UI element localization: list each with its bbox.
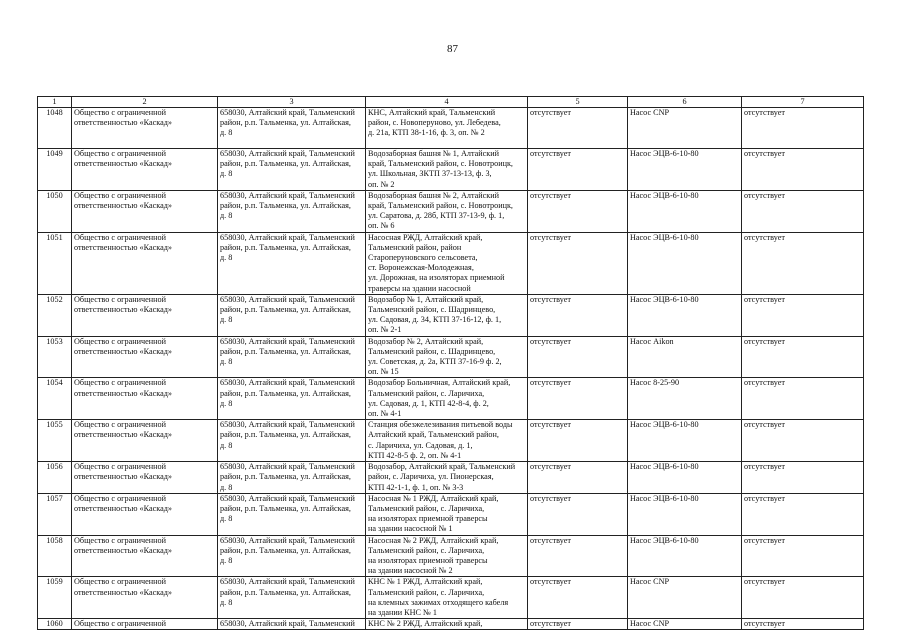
table-row bbox=[38, 149, 864, 191]
table-row bbox=[38, 493, 864, 535]
table-row bbox=[38, 378, 864, 420]
equipment-name: Насос ЭЦВ-6-10-80 bbox=[628, 493, 742, 535]
object-location: Водозабор Больничная, Алтайский край, Тальменский район, с. Ларичиха, ул. Садовая, д. 1, КТП 42-8-4, ф. 2, оп. № 4-1 bbox=[366, 378, 528, 420]
row-number: 1058 bbox=[38, 535, 72, 577]
owner-address: 658030, Алтайский край, Тальменский район, р.п. Тальменка, ул. Алтайская, д. 8 bbox=[218, 462, 366, 494]
row-number: 1049 bbox=[38, 149, 72, 191]
column-7-value: отсутствует bbox=[742, 378, 864, 420]
column-header: 3 bbox=[218, 97, 366, 108]
row-number: 1048 bbox=[38, 108, 72, 149]
column-5-value: отсутствует bbox=[528, 190, 628, 232]
owner-address: 658030, Алтайский край, Тальменский район, р.п. Тальменка, ул. Алтайская, д. 8 bbox=[218, 493, 366, 535]
row-number: 1053 bbox=[38, 336, 72, 378]
object-location: Водозаборная башня № 1, Алтайский край, Тальменский район, с. Новотроицк, ул. Школьная, ЗКТП 37-13-13, ф. 3, оп. № 2 bbox=[366, 149, 528, 191]
column-7-value: отсутствует bbox=[742, 336, 864, 378]
owner-name: Общество с ограниченной ответственностью «Каскад» bbox=[72, 462, 218, 494]
column-7-value: отсутствует bbox=[742, 294, 864, 336]
table-row bbox=[38, 535, 864, 577]
column-5-value: отсутствует bbox=[528, 294, 628, 336]
column-5-value: отсутствует bbox=[528, 420, 628, 462]
object-location: КНС, Алтайский край, Тальменский район, с. Новоперуново, ул. Лебедева, д. 21а, КТП 38-1-16, ф. 3, оп. № 2 bbox=[366, 108, 528, 149]
column-7-value: отсутствует bbox=[742, 149, 864, 191]
table-row bbox=[38, 336, 864, 378]
column-5-value: отсутствует bbox=[528, 462, 628, 494]
column-header: 5 bbox=[528, 97, 628, 108]
column-7-value: отсутствует bbox=[742, 493, 864, 535]
object-location: КНС № 1 РЖД, Алтайский край, Тальменский район, с. Ларичиха, на клемных зажимах отходящего кабеля на здании КНС № 1 bbox=[366, 577, 528, 619]
object-location: Станция обезжелезивания питьевой воды Алтайский край, Тальменский район, с. Ларичиха, ул. Садовая, д. 1, КТП 42-8-5 ф. 2, оп. № 4-1 bbox=[366, 420, 528, 462]
equipment-name: Насос ЭЦВ-6-10-80 bbox=[628, 294, 742, 336]
owner-address: 658030, Алтайский край, Тальменский район, р.п. Тальменка, ул. Алтайская, д. 8 bbox=[218, 420, 366, 462]
owner-name: Общество с ограниченной ответственностью «Каскад» bbox=[72, 420, 218, 462]
column-5-value: отсутствует bbox=[528, 336, 628, 378]
owner-name: Общество с ограниченной bbox=[72, 619, 218, 630]
owner-address: 658030, Алтайский край, Тальменский район, р.п. Тальменка, ул. Алтайская, д. 8 bbox=[218, 577, 366, 619]
column-number-row bbox=[38, 97, 864, 108]
column-7-value: отсутствует bbox=[742, 619, 864, 630]
owner-name: Общество с ограниченной ответственностью «Каскад» bbox=[72, 535, 218, 577]
column-5-value: отсутствует bbox=[528, 378, 628, 420]
row-number: 1055 bbox=[38, 420, 72, 462]
column-5-value: отсутствует bbox=[528, 149, 628, 191]
row-number: 1050 bbox=[38, 190, 72, 232]
owner-name: Общество с ограниченной ответственностью «Каскад» bbox=[72, 294, 218, 336]
owner-name: Общество с ограниченной ответственностью «Каскад» bbox=[72, 149, 218, 191]
owner-name: Общество с ограниченной ответственностью «Каскад» bbox=[72, 493, 218, 535]
equipment-name: Насос Aikon bbox=[628, 336, 742, 378]
column-5-value: отсутствует bbox=[528, 577, 628, 619]
table-row bbox=[38, 619, 864, 630]
column-7-value: отсутствует bbox=[742, 420, 864, 462]
owner-name: Общество с ограниченной ответственностью «Каскад» bbox=[72, 190, 218, 232]
object-location: Водозабор, Алтайский край, Тальменский район, с. Ларичиха, ул. Пионерская, КТП 42-1-1, ф. 1, оп. № 3-3 bbox=[366, 462, 528, 494]
owner-address: 658030, Алтайский край, Тальменский район, р.п. Тальменка, ул. Алтайская, д. 8 bbox=[218, 232, 366, 294]
row-number: 1051 bbox=[38, 232, 72, 294]
object-location: Водозабор № 2, Алтайский край, Тальменский район, с. Шадринцево, ул. Советская, д. 2а, КТП 37-16-9 ф. 2, оп. № 15 bbox=[366, 336, 528, 378]
table-header bbox=[38, 97, 864, 108]
table-row bbox=[38, 294, 864, 336]
column-header: 2 bbox=[72, 97, 218, 108]
row-number: 1052 bbox=[38, 294, 72, 336]
owner-name: Общество с ограниченной ответственностью «Каскад» bbox=[72, 378, 218, 420]
column-header: 7 bbox=[742, 97, 864, 108]
row-number: 1054 bbox=[38, 378, 72, 420]
equipment-name: Насос CNP bbox=[628, 577, 742, 619]
registry-table bbox=[37, 96, 864, 630]
owner-address: 658030, Алтайский край, Тальменский район, р.п. Тальменка, ул. Алтайская, д. 8 bbox=[218, 535, 366, 577]
object-location: Насосная № 1 РЖД, Алтайский край, Тальменский район, с. Ларичиха, на изоляторах приемной траверсы на здании насосной № 1 bbox=[366, 493, 528, 535]
column-7-value: отсутствует bbox=[742, 232, 864, 294]
table-row bbox=[38, 108, 864, 149]
column-header: 1 bbox=[38, 97, 72, 108]
owner-name: Общество с ограниченной ответственностью «Каскад» bbox=[72, 577, 218, 619]
equipment-name: Насос 8-25-90 bbox=[628, 378, 742, 420]
table-row bbox=[38, 462, 864, 494]
column-7-value: отсутствует bbox=[742, 577, 864, 619]
owner-name: Общество с ограниченной ответственностью «Каскад» bbox=[72, 108, 218, 149]
column-header: 6 bbox=[628, 97, 742, 108]
equipment-name: Насос CNP bbox=[628, 619, 742, 630]
equipment-name: Насос ЭЦВ-6-10-80 bbox=[628, 190, 742, 232]
column-7-value: отсутствует bbox=[742, 462, 864, 494]
table-row bbox=[38, 577, 864, 619]
page-number: 87 bbox=[447, 43, 458, 55]
table-body bbox=[38, 108, 864, 630]
object-location: Насосная № 2 РЖД, Алтайский край, Тальменский район, с. Ларичиха, на изоляторах приемной траверсы на здании насосной № 2 bbox=[366, 535, 528, 577]
row-number: 1059 bbox=[38, 577, 72, 619]
object-location: КНС № 2 РЖД, Алтайский край, bbox=[366, 619, 528, 630]
column-5-value: отсутствует bbox=[528, 232, 628, 294]
equipment-name: Насос ЭЦВ-6-10-80 bbox=[628, 420, 742, 462]
equipment-name: Насос ЭЦВ-6-10-80 bbox=[628, 462, 742, 494]
column-5-value: отсутствует bbox=[528, 619, 628, 630]
owner-address: 658030, Алтайский край, Тальменский район, р.п. Тальменка, ул. Алтайская, д. 8 bbox=[218, 294, 366, 336]
owner-address: 658030, Алтайский край, Тальменский район, р.п. Тальменка, ул. Алтайская, д. 8 bbox=[218, 336, 366, 378]
owner-name: Общество с ограниченной ответственностью «Каскад» bbox=[72, 336, 218, 378]
table-row bbox=[38, 420, 864, 462]
row-number: 1057 bbox=[38, 493, 72, 535]
table-row bbox=[38, 232, 864, 294]
row-number: 1056 bbox=[38, 462, 72, 494]
column-7-value: отсутствует bbox=[742, 535, 864, 577]
row-number: 1060 bbox=[38, 619, 72, 630]
object-location: Водозабор № 1, Алтайский край, Тальменский район, с. Шадринцево, ул. Садовая, д. 34, КТП 37-16-12, ф. 1, оп. № 2-1 bbox=[366, 294, 528, 336]
table-row bbox=[38, 190, 864, 232]
owner-address: 658030, Алтайский край, Тальменский bbox=[218, 619, 366, 630]
equipment-name: Насос CNP bbox=[628, 108, 742, 149]
equipment-name: Насос ЭЦВ-6-10-80 bbox=[628, 535, 742, 577]
owner-address: 658030, Алтайский край, Тальменский район, р.п. Тальменка, ул. Алтайская, д. 8 bbox=[218, 149, 366, 191]
column-5-value: отсутствует bbox=[528, 493, 628, 535]
owner-address: 658030, Алтайский край, Тальменский район, р.п. Тальменка, ул. Алтайская, д. 8 bbox=[218, 190, 366, 232]
equipment-name: Насос ЭЦВ-6-10-80 bbox=[628, 149, 742, 191]
column-5-value: отсутствует bbox=[528, 108, 628, 149]
column-header: 4 bbox=[366, 97, 528, 108]
column-7-value: отсутствует bbox=[742, 108, 864, 149]
object-location: Водозаборная башня № 2, Алтайский край, Тальменский район, с. Новотроицк, ул. Саратова, д. 28б, КТП 37-13-9, ф. 1, оп. № 6 bbox=[366, 190, 528, 232]
column-5-value: отсутствует bbox=[528, 535, 628, 577]
object-location: Насосная РЖД, Алтайский край, Тальменский район, район Староперуновского сельсовета, ст. Воронежская-Молодежная, ул. Дорожная, на изоляторах приемной траверсы на здании насосной bbox=[366, 232, 528, 294]
owner-name: Общество с ограниченной ответственностью «Каскад» bbox=[72, 232, 218, 294]
equipment-name: Насос ЭЦВ-6-10-80 bbox=[628, 232, 742, 294]
owner-address: 658030, Алтайский край, Тальменский район, р.п. Тальменка, ул. Алтайская, д. 8 bbox=[218, 378, 366, 420]
column-7-value: отсутствует bbox=[742, 190, 864, 232]
owner-address: 658030, Алтайский край, Тальменский район, р.п. Тальменка, ул. Алтайская, д. 8 bbox=[218, 108, 366, 149]
